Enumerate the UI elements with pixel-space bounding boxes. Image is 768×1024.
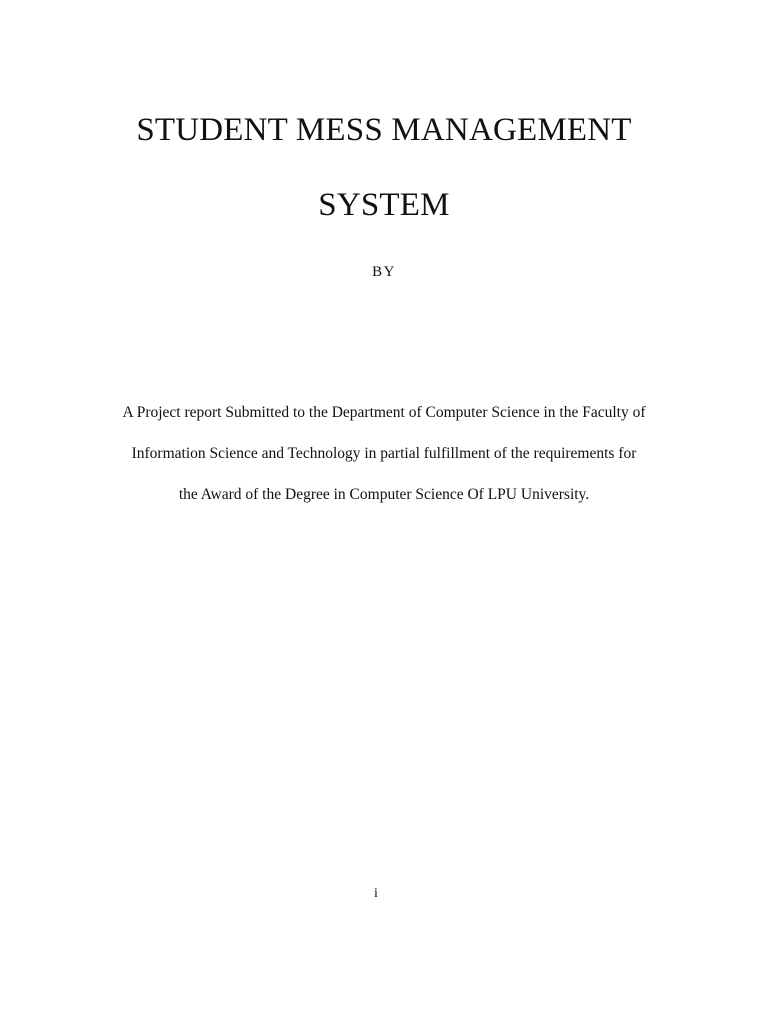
title-line-1: STUDENT MESS MANAGEMENT	[136, 112, 632, 148]
by-label: BY	[372, 264, 396, 280]
page-number: i	[374, 886, 378, 901]
description-line-1: A Project report Submitted to the Department of Computer Science in the Faculty of	[122, 404, 646, 421]
description-line-3: the Award of the Degree in Computer Science Of LPU University.	[178, 486, 590, 503]
title-line-2: SYSTEM	[318, 187, 450, 223]
description-line-2: Information Science and Technology in partial fulfillment of the requirements for	[131, 445, 637, 462]
